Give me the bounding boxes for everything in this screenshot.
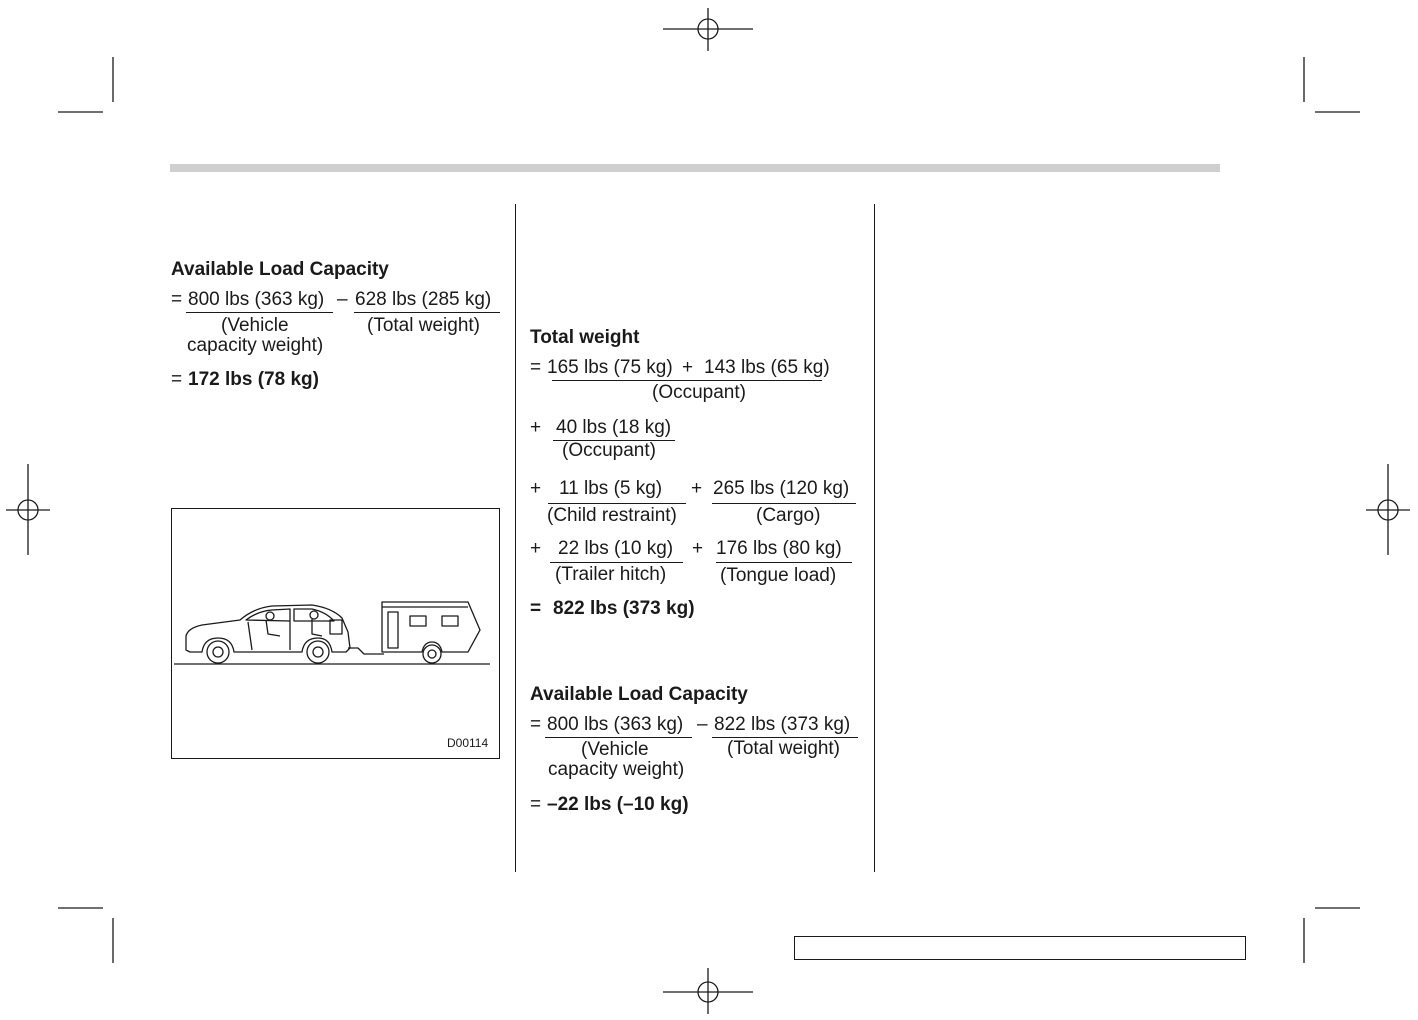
row2-sign: + — [530, 417, 542, 438]
row1-underline — [552, 380, 822, 381]
left-eq-sign: = — [171, 289, 183, 310]
left-heading: Available Load Capacity — [171, 259, 389, 280]
left-term1: 800 lbs (363 kg) — [188, 289, 325, 310]
row4-sign: + — [530, 538, 542, 559]
total-weight-heading: Total weight — [530, 327, 640, 348]
row4-plus: + — [692, 538, 704, 559]
alc-heading: Available Load Capacity — [530, 684, 748, 705]
row3-underline2 — [712, 503, 856, 504]
left-label1-line1: (Vehicle — [221, 315, 289, 336]
row1-term1: 165 lbs (75 kg) — [547, 357, 673, 378]
left-term1-underline — [186, 312, 333, 313]
row3-plus: + — [691, 478, 703, 499]
total-result: 822 lbs (373 kg) — [553, 598, 695, 619]
row3-sign: + — [530, 478, 542, 499]
alc-label1-line1: (Vehicle — [581, 739, 649, 760]
total-sign: = — [530, 598, 542, 619]
row4-term2: 176 lbs (80 kg) — [716, 538, 842, 559]
row1-sign: = — [530, 357, 542, 378]
left-label2: (Total weight) — [367, 315, 480, 336]
row3-underline1 — [548, 503, 686, 504]
alc-term2: 822 lbs (373 kg) — [714, 714, 851, 735]
row4-term1: 22 lbs (10 kg) — [558, 538, 674, 559]
row1-plus: + — [682, 357, 694, 378]
alc-term1: 800 lbs (363 kg) — [547, 714, 684, 735]
row4-label1: (Trailer hitch) — [555, 564, 667, 585]
alc-result-sign: = — [530, 794, 542, 815]
row2-term: 40 lbs (18 kg) — [556, 417, 672, 438]
left-term2-underline — [354, 312, 500, 313]
row1-term2: 143 lbs (65 kg) — [704, 357, 830, 378]
row4-underline1 — [550, 562, 683, 563]
figure-code: D00114 — [447, 736, 489, 750]
row3-label2: (Cargo) — [756, 505, 821, 526]
alc-sign: = — [530, 714, 542, 735]
column-divider-left — [515, 204, 516, 872]
column-divider-right — [874, 204, 875, 872]
row4-label2: (Tongue load) — [720, 565, 837, 586]
left-label1-line2: capacity weight) — [187, 335, 324, 356]
alc-label1-line2: capacity weight) — [548, 759, 685, 780]
row2-label: (Occupant) — [562, 440, 656, 461]
row1-label: (Occupant) — [652, 382, 746, 403]
page-footer-box — [794, 936, 1246, 960]
left-term2: 628 lbs (285 kg) — [355, 289, 492, 310]
alc-minus: – — [697, 714, 708, 735]
alc-label2: (Total weight) — [727, 738, 840, 759]
row4-underline2 — [716, 562, 852, 563]
alc-term1-underline — [545, 737, 692, 738]
row3-label1: (Child restraint) — [547, 505, 677, 526]
row3-term1: 11 lbs (5 kg) — [559, 478, 663, 499]
left-result: 172 lbs (78 kg) — [188, 369, 319, 390]
car-with-trailer-illustration — [172, 590, 498, 680]
header-bar — [170, 164, 1220, 172]
left-result-sign: = — [171, 369, 183, 390]
left-minus: – — [337, 289, 348, 310]
row3-term2: 265 lbs (120 kg) — [713, 478, 850, 499]
alc-result: –22 lbs (–10 kg) — [547, 794, 689, 815]
